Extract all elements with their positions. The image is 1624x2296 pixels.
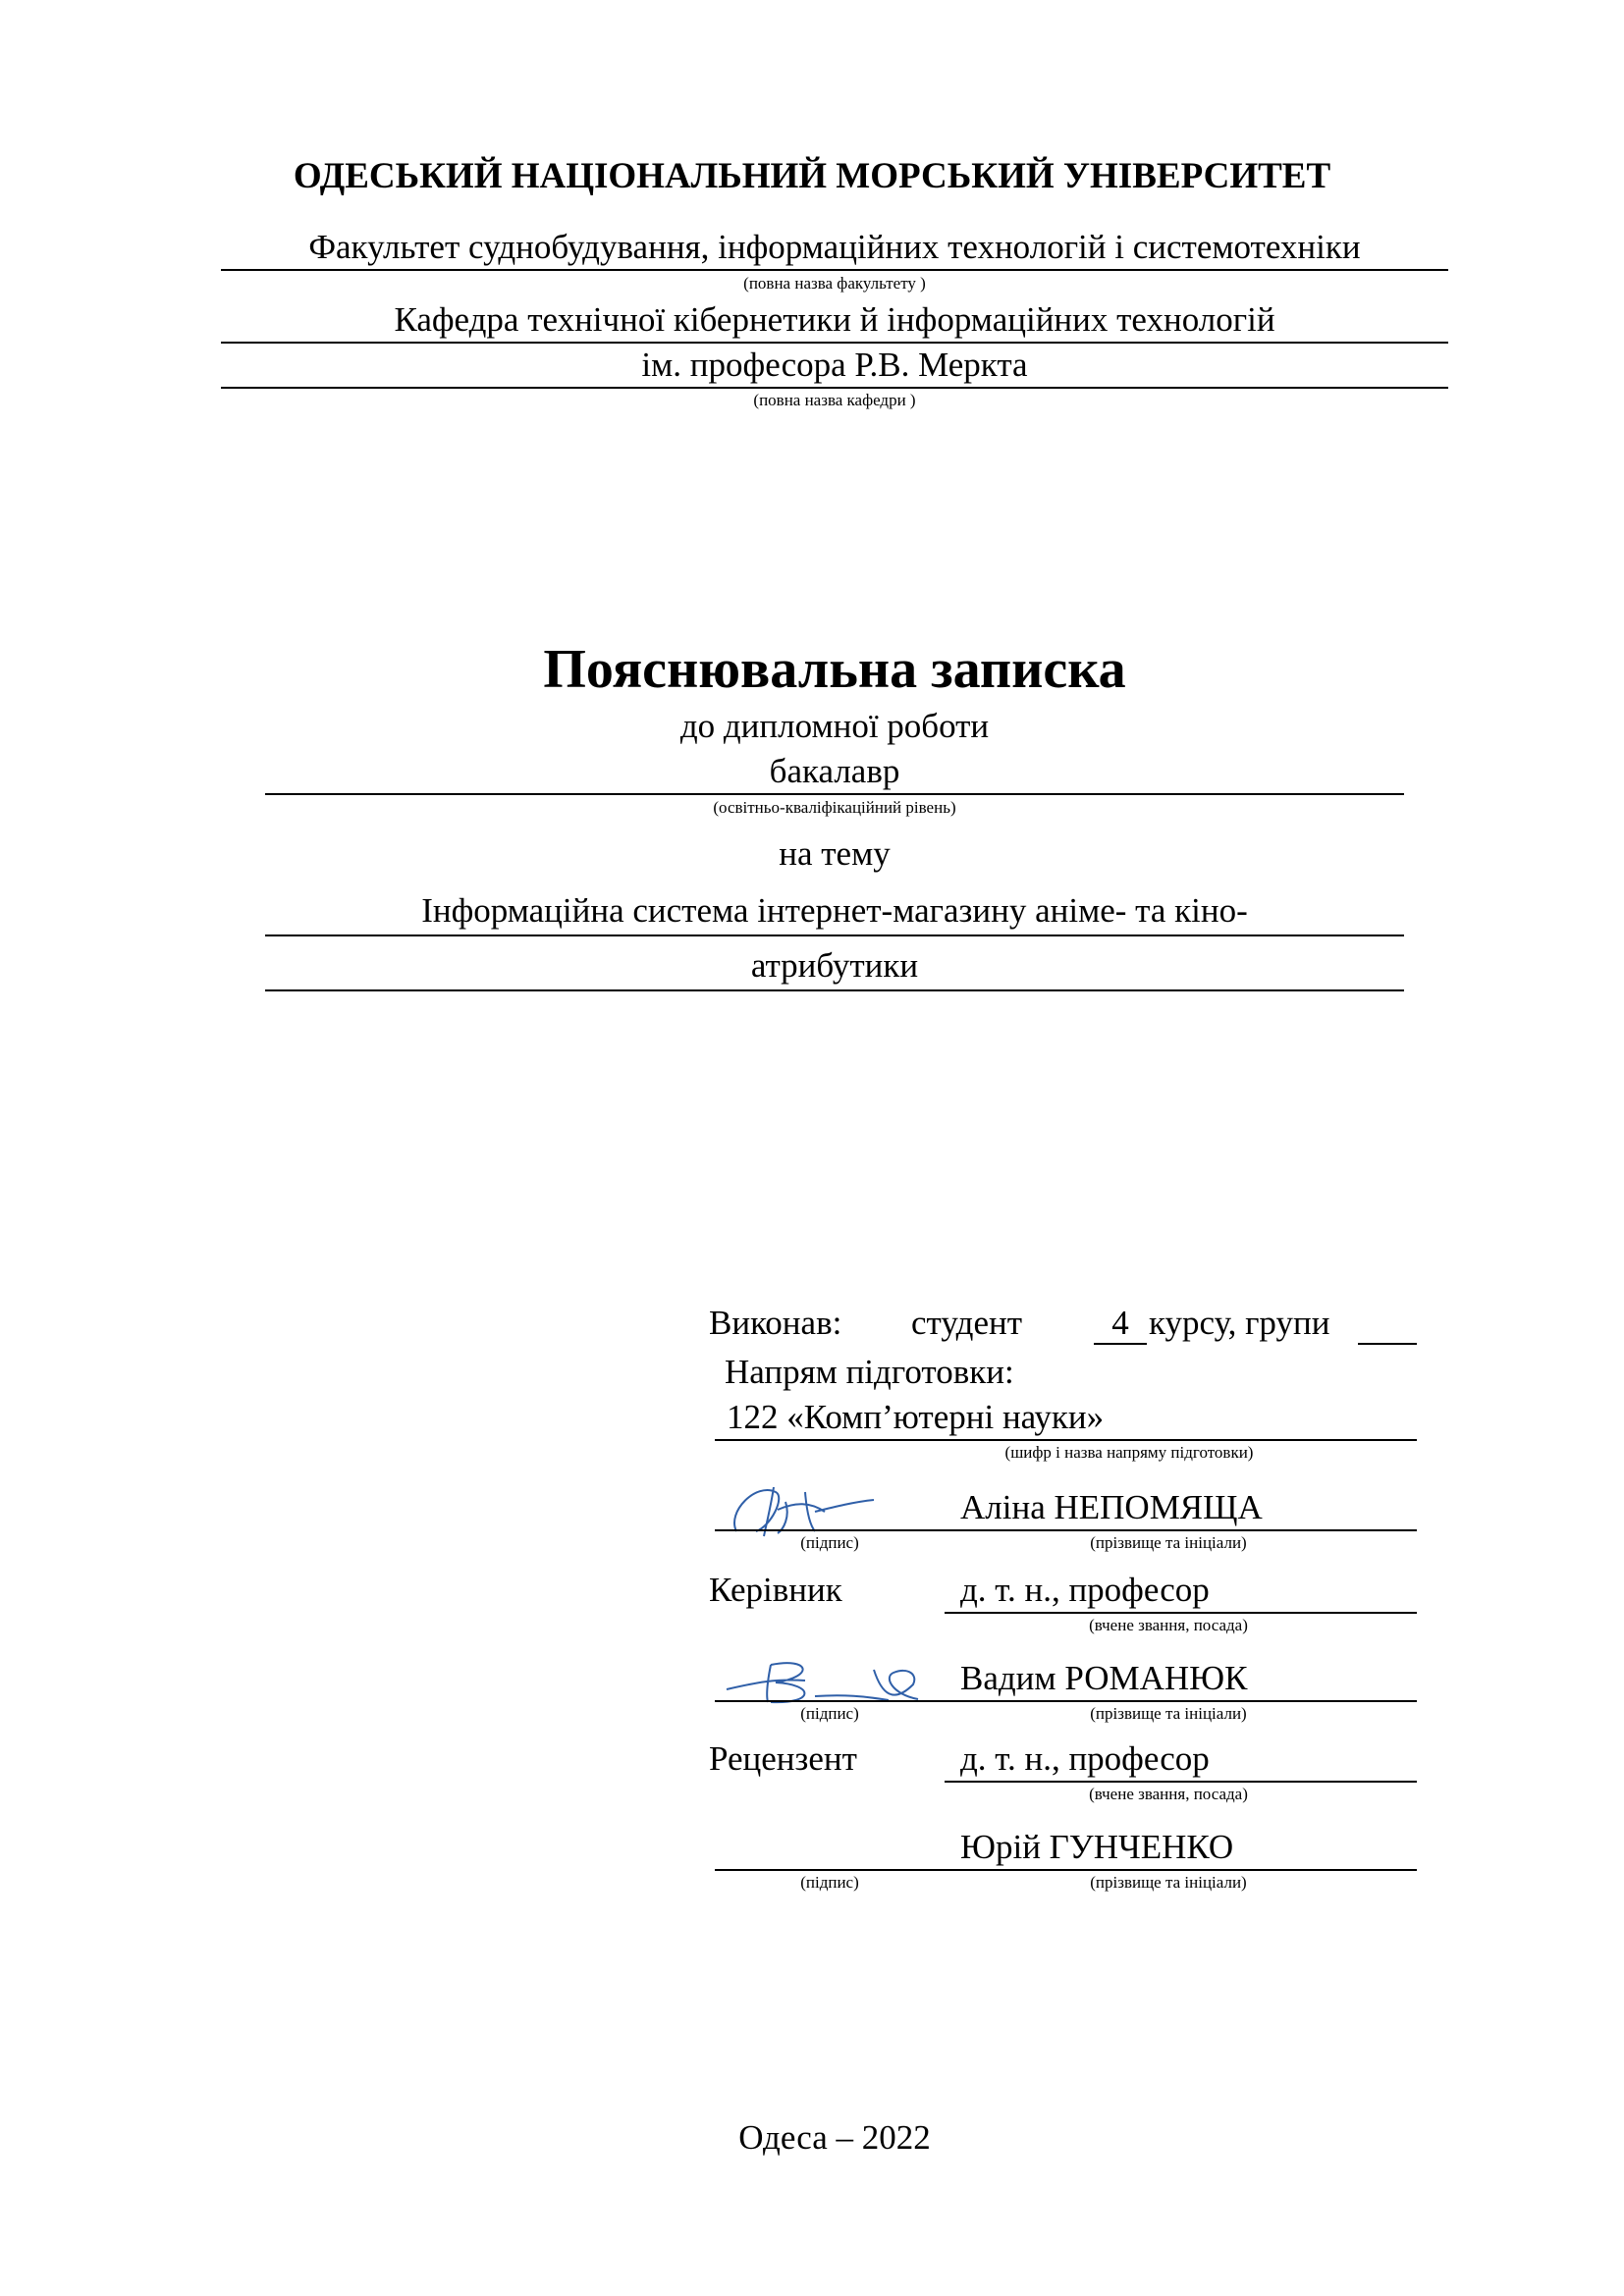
reviewer-signature-caption: (підпис) <box>800 1873 859 1892</box>
course-number-underline <box>1094 1343 1147 1345</box>
reviewer-name: Юрій ГУНЧЕНКО <box>960 1828 1234 1866</box>
department-underline-1 <box>221 342 1448 344</box>
document-title: Пояснювальна записка <box>543 639 1126 700</box>
department-name-line2: ім. професора Р.В. Меркта <box>641 346 1028 384</box>
reviewer-name-caption: (прізвище та ініціали) <box>1090 1873 1247 1892</box>
reviewer-title-underline <box>945 1781 1417 1783</box>
university-name: ОДЕСЬКИЙ НАЦІОНАЛЬНИЙ МОРСЬКИЙ УНІВЕРСИТЕТ <box>293 156 1331 196</box>
reviewer-label: Рецензент <box>709 1739 857 1778</box>
document-subtitle: до дипломної роботи <box>679 707 990 745</box>
supervisor-title: д. т. н., професор <box>960 1571 1210 1609</box>
course-group-text: курсу, групи <box>1149 1304 1330 1342</box>
faculty-name: Факультет суднобудування, інформаційних технологій і системотехніки <box>308 228 1361 266</box>
department-underline-2 <box>221 387 1448 389</box>
topic-line-1: Інформаційна система інтернет-магазину аніме- та кіно- <box>421 891 1248 930</box>
direction-caption: (шифр і назва напряму підготовки) <box>1004 1443 1254 1462</box>
direction-value: 122 «Комп’ютерні науки» <box>727 1398 1105 1436</box>
topic-underline-1 <box>265 934 1404 936</box>
department-name-line1: Кафедра технічної кібернетики й інформаційних технологій <box>394 300 1275 339</box>
executor-sign-underline <box>715 1529 1417 1531</box>
reviewer-sign-underline <box>715 1869 1417 1871</box>
executor-role: студент <box>911 1304 1023 1342</box>
topic-line-2: атрибутики <box>750 946 919 985</box>
course-number: 4 <box>1111 1304 1129 1342</box>
executor-name-caption: (прізвище та ініціали) <box>1090 1533 1247 1552</box>
supervisor-label: Керівник <box>709 1571 842 1609</box>
faculty-caption: (повна назва факультету ) <box>743 274 926 293</box>
executor-label: Виконав: <box>709 1304 842 1342</box>
education-level: бакалавр <box>769 752 900 790</box>
city-year: Одеса – 2022 <box>738 2118 931 2157</box>
faculty-underline <box>221 269 1448 271</box>
direction-underline <box>715 1439 1417 1441</box>
education-level-caption: (освітньо-кваліфікаційний рівень) <box>713 798 956 817</box>
topic-label: на тему <box>779 834 891 873</box>
executor-signature-caption: (підпис) <box>800 1533 859 1552</box>
supervisor-title-caption: (вчене звання, посада) <box>1089 1616 1248 1634</box>
supervisor-name-caption: (прізвище та ініціали) <box>1090 1704 1247 1723</box>
group-underline <box>1358 1343 1417 1345</box>
department-caption: (повна назва кафедри ) <box>753 391 916 409</box>
supervisor-sign-underline <box>715 1700 1417 1702</box>
education-level-underline <box>265 793 1404 795</box>
executor-name: Аліна НЕПОМЯЩА <box>960 1488 1263 1526</box>
direction-label: Напрям підготовки: <box>725 1353 1014 1391</box>
supervisor-title-underline <box>945 1612 1417 1614</box>
reviewer-title-caption: (вчене звання, посада) <box>1089 1785 1248 1803</box>
supervisor-name: Вадим РОМАНЮК <box>960 1659 1248 1697</box>
supervisor-signature-caption: (підпис) <box>800 1704 859 1723</box>
topic-underline-2 <box>265 989 1404 991</box>
reviewer-title: д. т. н., професор <box>960 1739 1210 1778</box>
